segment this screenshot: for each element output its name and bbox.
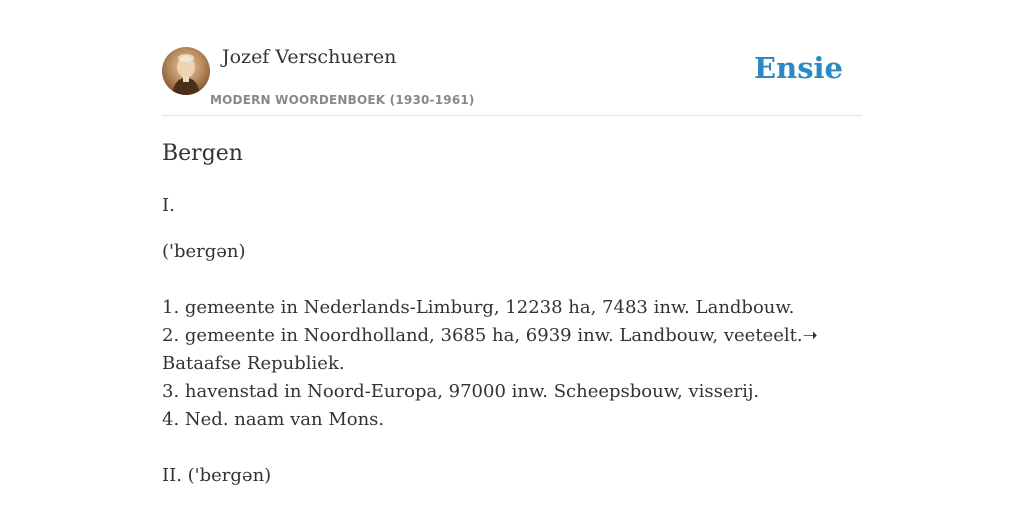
author-portrait-icon: [162, 47, 210, 95]
pronunciation: ('bergən): [162, 241, 246, 262]
author-name[interactable]: Jozef Verschueren: [222, 46, 397, 68]
header: [162, 44, 862, 116]
entry-content: [162, 138, 862, 490]
section-heading: II. ('bergən): [162, 465, 272, 486]
section-numeral: I.: [162, 195, 175, 216]
source-title[interactable]: MODERN WOORDENBOEK (1930-1961): [210, 93, 475, 107]
see-also-link-label: Bataafse Republiek.: [162, 353, 345, 374]
author-avatar[interactable]: [162, 47, 210, 95]
arrow-right-icon: ➝: [802, 325, 818, 346]
definition-item: 1. gemeente in Nederlands-Limburg, 12238 ha, 7483 inw. Landbouw.: [162, 297, 795, 318]
entry-title: Bergen: [162, 141, 243, 166]
definition-item: [162, 322, 862, 378]
definition-text: 2. gemeente in Noordholland, 3685 ha, 6939 inw. Landbouw, veeteelt.: [162, 325, 803, 346]
ensie-logo[interactable]: Ensie: [754, 51, 843, 85]
definition-list: [162, 294, 862, 434]
definition-item: 3. havenstad in Noord-Europa, 97000 inw. Scheepsbouw, visserij.: [162, 381, 760, 402]
definition-item: 4. Ned. naam van Mons.: [162, 409, 385, 430]
